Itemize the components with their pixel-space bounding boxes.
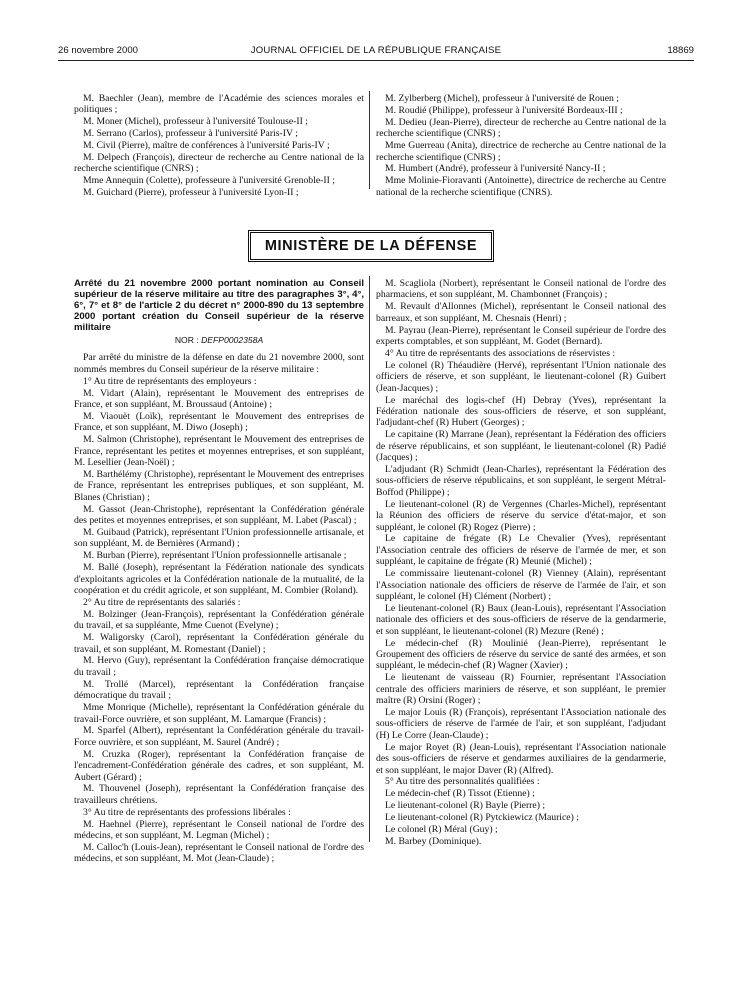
text-paragraph: Le médecin-chef (R) Tissot (Etienne) ; (385, 788, 535, 800)
ministry-heading: MINISTÈRE DE LA DÉFENSE (248, 230, 494, 262)
text-paragraph: Le lieutenant de vaisseau (R) Fournier, représentant l'Association centrale des officiers mariniers de réserve, et son suppléant, le premier maître (R) Orsini (Roger) ; (376, 672, 666, 707)
text-paragraph: Mme Monrique (Michelle), représentant la Confédération générale du travail-Force ouvrière, et son suppléant, M. Lamarque (Francis) ; (74, 702, 364, 725)
text-paragraph: Mme Annequin (Colette), professeure à l'université Grenoble-II ; (83, 175, 335, 187)
text-paragraph: 2° Au titre de représentants des salariés : (83, 596, 241, 608)
text-paragraph: M. Ballé (Joseph), représentant la Fédération nationale des syndicats d'exploitants agricoles et la Confédération nationale de la mutualité, de la coopération et du crédit agricole, et son suppléant, M. Combier (Roland). (74, 562, 364, 597)
text-paragraph: M. Burban (Pierre), représentant l'Union professionnelle artisanale ; (83, 550, 347, 562)
text-paragraph: M. Serrano (Carlos), professeur à l'université Paris-IV ; (83, 128, 298, 140)
text-paragraph: Le lieutenant-colonel (R) Baux (Jean-Louis), représentant l'Association nationale des officiers et des sous-officiers de réserve de la gendarmerie, et son suppléant, le lieutenant-colonel (R) Mezure (René) ; (376, 602, 666, 637)
text-paragraph: 1° Au titre de représentants des employeurs : (83, 375, 257, 387)
text-paragraph: Le capitaine (R) Marrane (Jean), représentant la Fédération des officiers de réserve républicains, et son suppléant, le lieutenant-colonel (R) Padié (Jacques) ; (376, 429, 666, 464)
text-paragraph: Le lieutenant-colonel (R) Pytckiewicz (Maurice) ; (385, 812, 579, 824)
text-paragraph: M. Zylberberg (Michel), professeur à l'université de Rouen ; (385, 93, 619, 104)
text-paragraph: 5° Au titre des personnalités qualifiées : (385, 776, 540, 788)
arrete-right-column (376, 278, 666, 848)
text-paragraph: Le commissaire lieutenant-colonel (R) Vienney (Alain), représentant l'Association nationale des officiers de réserve de l'armée de l'air, et son suppléant, le colonel (H) Clément (Norbert) ; (376, 568, 666, 602)
nor-code: DEFP0002358A (201, 335, 264, 345)
text-paragraph: 3° Au titre de représentants des professions libérales : (83, 806, 291, 818)
text-paragraph: M. Haehnel (Pierre), représentant le Conseil national de l'ordre des médecins, et son suppléant, M. Legman (Michel) ; (74, 818, 364, 842)
text-paragraph: M. Humbert (André), professeur à l'université Nancy-II ; (385, 163, 606, 175)
text-paragraph: Mme Guerreau (Anita), directrice de recherche au Centre national de la recherche scientifique (CNRS) ; (376, 140, 666, 163)
text-paragraph: M. Payrau (Jean-Pierre), représentant le Conseil supérieur de l'ordre des experts comptables, et son suppléant, M. Godet (Bernard). (376, 324, 666, 348)
text-paragraph: Le lieutenant-colonel (R) de Vergennes (Charles-Michel), représentant la Réunion des officiers de réserve du service d'état-major, et son suppléant, le colonel (R) Rogez (Pierre) ; (376, 498, 666, 533)
text-paragraph: M. Calloc'h (Louis-Jean), représentant le Conseil national de l'ordre des médecins, et son suppléant, M. Mot (Jean-Claude) ; (74, 841, 364, 865)
arrete-left-column (74, 278, 364, 865)
journal-title: JOURNAL OFFICIEL DE LA RÉPUBLIQUE FRANÇAISE (250, 45, 502, 56)
text-paragraph: M. Waligorsky (Carol), représentant la Confédération générale du travail, et son suppléant, M. Romestant (Daniel) ; (74, 632, 364, 655)
text-paragraph: Le lieutenant-colonel (R) Bayle (Pierre) ; (385, 800, 546, 812)
text-paragraph: M. Baechler (Jean), membre de l'Académie des sciences morales et politiques ; (74, 93, 364, 116)
text-paragraph: Le major Louis (R) (François), représentant l'Association nationale des sous-officiers de réserve de l'armée de l'air, et son suppléant, l'adjudant (H) Le Corre (Jean-Claude) ; (376, 707, 666, 741)
text-paragraph: Le colonel (R) Méral (Guy) ; (385, 824, 498, 836)
arrete-body-left (74, 352, 364, 864)
page-number: 18869 (667, 45, 694, 56)
nor-reference (74, 335, 364, 346)
text-paragraph: M. Scagliola (Norbert), représentant le Conseil national de l'ordre des pharmaciens, et son suppléant, M. Chambonnet (François) ; (376, 278, 666, 301)
text-paragraph: Le maréchal des logis-chef (H) Debray (Yves), représentant la Fédération nationale des sous-officiers de réserve, et son suppléant, l'adjudant-chef (R) Hubert (Georges) ; (376, 394, 666, 429)
text-paragraph: L'adjudant (R) Schmidt (Jean-Charles), représentant la Fédération des sous-officiers de réserve républicains, et son suppléant, le sergent Métral-Boffod (Philippe) ; (376, 464, 666, 498)
text-paragraph: M. Hervo (Guy), représentant la Confédération française démocratique du travail ; (74, 655, 364, 678)
text-paragraph: M. Dedieu (Jean-Pierre), directeur de recherche au Centre national de la recherche scientifique (CNRS) ; (376, 116, 666, 140)
text-paragraph: Par arrêté du ministre de la défense en date du 21 novembre 2000, sont nommés membres du Conseil supérieur de la réserve militaire : (74, 352, 364, 375)
nor-label: NOR : (174, 335, 199, 345)
text-paragraph: M. Guibaud (Patrick), représentant l'Union professionnelle artisanale, et son suppléant, M. de Bernières (Armand) ; (74, 527, 364, 550)
text-paragraph: M. Bolzinger (Jean-François), représentant la Confédération générale du travail, et sa suppléante, Mme Cuenot (Evelyne) ; (74, 608, 364, 632)
text-paragraph: M. Gassot (Jean-Christophe), représentant la Confédération générale des petites et moyennes entreprises, et son suppléant, M. Labet (Pascal) ; (74, 503, 364, 527)
column-divider-top (369, 91, 370, 189)
text-paragraph: M. Viaouët (Loïk), représentant le Mouvement des entreprises de France, et son suppléant, M. Diwo (Joseph) ; (74, 410, 364, 434)
text-paragraph: Mme Molinie-Fioravanti (Antoinette), directrice de recherche au Centre national de la recherche scientifique (CNRS). (376, 175, 666, 198)
page-header (58, 44, 694, 61)
text-paragraph: M. Cruzka (Roger), représentant la Confédération française de l'encadrement-Confédération générale des cadres, et son suppléant, M. Aubert (Gérard) ; (74, 748, 364, 783)
text-paragraph: M. Revault d'Allonnes (Michel), représentant le Conseil national des barreaux, et son suppléant, M. Chesnais (Henri) ; (376, 301, 666, 324)
text-paragraph: M. Guichard (Pierre), professeur à l'université Lyon-II ; (83, 187, 299, 199)
text-paragraph: Le major Royet (R) (Jean-Louis), représentant l'Association nationale des sous-officiers de réserve et gendarmes auxiliaires de la gendarmerie, et son suppléant, le major Daver (R) (Alfred). (376, 741, 666, 776)
text-paragraph: M. Salmon (Christophe), représentant le Mouvement des entreprises de France, représentant les petites et moyennes entreprises, et son suppléant, M. Lesellier (Jean-Noël) ; (74, 434, 364, 469)
text-paragraph: M. Barthélémy (Christophe), représentant le Mouvement des entreprises de France, représentant les entreprises publiques, et son suppléant, M. Blanes (Christian) ; (74, 468, 364, 503)
text-paragraph: M. Delpech (François), directeur de recherche au Centre national de la recherche scientifique (CNRS) ; (74, 152, 364, 175)
text-paragraph: Le capitaine de frégate (R) Le Chevalier (Yves), représentant l'Association centrale des officiers de réserve de l'armée de mer, et son suppléant, le capitaine de frégate (R) Meunié (Michel) ; (376, 533, 666, 568)
text-paragraph: M. Civil (Pierre), maître de conférences à l'université Paris-IV ; (83, 140, 330, 152)
text-paragraph: 4° Au titre de représentants des associations de réservistes : (385, 347, 616, 359)
arrete-title: Arrêté du 21 novembre 2000 portant nomination au Conseil supérieur de la réserve militaire au titre des paragraphes 3°, 4°, 6°, 7° et 8° de l'article 2 du décret n° 2000-890 du 13 septembre 2000 portant création du Conseil supérieur de la réserve militaire (74, 278, 364, 333)
text-paragraph: M. Sparfel (Albert), représentant la Confédération générale du travail-Force ouvrière, et son suppléant, M. Saurel (André) ; (74, 725, 364, 748)
text-paragraph: M. Thouvenel (Joseph), représentant la Confédération française des travailleurs chrétiens. (74, 783, 364, 806)
header-date: 26 novembre 2000 (58, 45, 139, 56)
text-paragraph: M. Moner (Michel), professeur à l'université Toulouse-II ; (83, 116, 308, 128)
text-paragraph: M. Vidart (Alain), représentant le Mouvement des entreprises de France, et son suppléant, M. Broussaud (Antoine) ; (74, 387, 364, 411)
top-left-column (74, 93, 364, 199)
text-paragraph: M. Roudié (Philippe), professeur à l'université Bordeaux-III ; (385, 104, 623, 116)
text-paragraph: M. Trollé (Marcel), représentant la Confédération française démocratique du travail ; (74, 678, 364, 702)
text-paragraph: Le colonel (R) Théaudière (Hervé), représentant l'Union nationale des officiers de réserve, et son suppléant, le lieutenant-colonel (R) Guibert (Jean-Jacques) ; (376, 359, 666, 394)
text-paragraph: M. Barbey (Dominique). (385, 836, 482, 847)
text-paragraph: Le médecin-chef (R) Moulinié (Jean-Pierre), représentant le Groupement des officiers de réserve du service de santé des armées, et son suppléant, le médecin-chef (R) Wagner (Xavier) ; (376, 637, 666, 672)
top-right-column (376, 93, 666, 199)
column-divider-bottom (369, 276, 370, 842)
